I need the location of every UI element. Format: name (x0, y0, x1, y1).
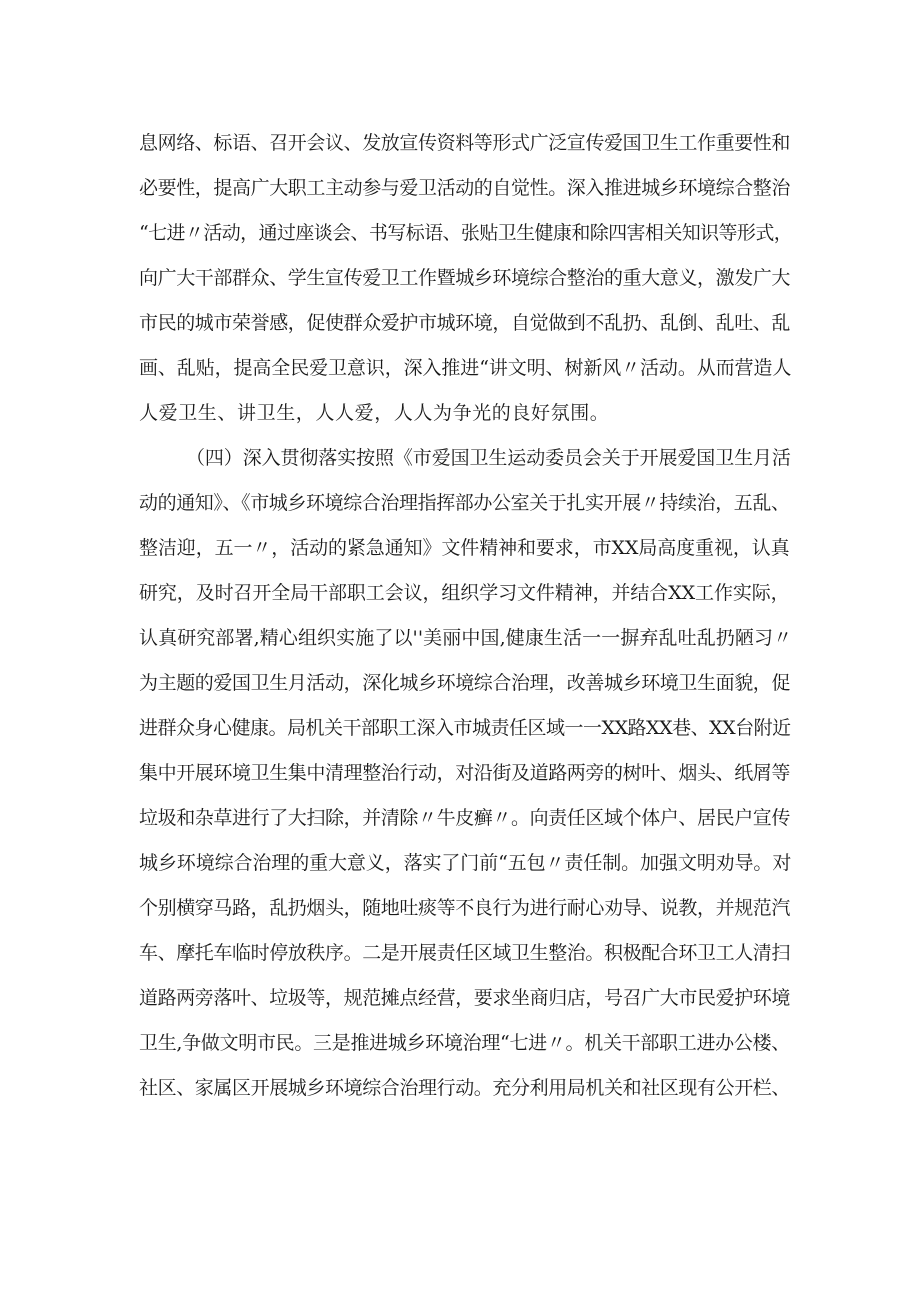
paragraph-line: 卫生,争做文明市民。三是推进城乡环境治理“七进〃。机关干部职工进办公楼、 (139, 1032, 790, 1054)
paragraph-line: 研究，及时召开全局干部职工会议，组织学习文件精神，并结合XX工作实际， (139, 582, 790, 604)
paragraph-line: 个别横穿马路，乱扔烟头，随地吐痰等不良行为进行耐心劝导、说教，并规范汽 (139, 897, 791, 919)
section-heading-line: （四）深入贯彻落实按照《市爱国卫生运动委员会关于开展爱国卫生月活 (186, 447, 791, 469)
paragraph-line: 社区、家属区开展城乡环境综合治理行动。充分利用局机关和社区现有公开栏、 (139, 1077, 791, 1099)
paragraph-line: 息网络、标语、召开会议、发放宣传资料等形式广泛宣传爱国卫生工作重要性和 (139, 132, 791, 154)
paragraph-line: 车、摩托车临时停放秩序。二是开展责任区域卫生整治。积极配合环卫工人清扫 (139, 942, 791, 964)
paragraph-line: 人爱卫生、讲卫生，人人爱，人人为争光的良好氛围。 (139, 402, 610, 424)
paragraph-line: 市民的城市荣誉感，促使群众爱护市城环境，自觉做到不乱扔、乱倒、乱吐、乱 (139, 312, 791, 334)
paragraph-line: 垃圾和杂草进行了大扫除，并清除〃牛皮癣〃。向责任区域个体户、居民户宣传 (139, 807, 791, 829)
paragraph-line: “七进〃活动，通过座谈会、书写标语、张贴卫生健康和除四害相关知识等形式， (139, 222, 793, 244)
paragraph-line: 集中开展环境卫生集中清理整治行动，对沿街及道路两旁的树叶、烟头、纸屑等 (139, 762, 791, 784)
paragraph-line: 进群众身心健康。局机关干部职工深入市城责任区域一一XX路XX巷、XX台附近 (139, 717, 791, 739)
paragraph-line: 向广大干部群众、学生宣传爱卫工作暨城乡环境综合整治的重大意义，激发广大 (139, 267, 791, 289)
paragraph-line: 城乡环境综合治理的重大意义，落实了门前“五包〃责任制。加强文明劝导。对 (139, 852, 792, 874)
paragraph-line: 道路两旁落叶、垃圾等，规范摊点经营，要求坐商归店，号召广大市民爱护环境 (139, 987, 791, 1009)
paragraph-line: 画、乱贴，提高全民爱卫意识，深入推进“讲文明、树新风〃活动。从而营造人 (139, 357, 792, 379)
paragraph-line: 为主题的爱国卫生月活动，深化城乡环境综合治理，改善城乡环境卫生面貌，促 (139, 672, 791, 694)
paragraph-line: 整洁迎，五一〃，活动的紧急通知》文件精神和要求，市XX局高度重视，认真 (139, 537, 790, 559)
paragraph-line: 必要性，提高广大职工主动参与爱卫活动的自觉性。深入推进城乡环境综合整治 (139, 177, 791, 199)
paragraph-line: 认真研究部署,精心组织实施了以''美丽中国,健康生活一一摒弃乱吐乱扔陋习〃 (139, 627, 793, 649)
paragraph-line: 动的通知》、《市城乡环境综合治理指挥部办公室关于扎实开展〃持续治，五乱、 (139, 492, 790, 514)
